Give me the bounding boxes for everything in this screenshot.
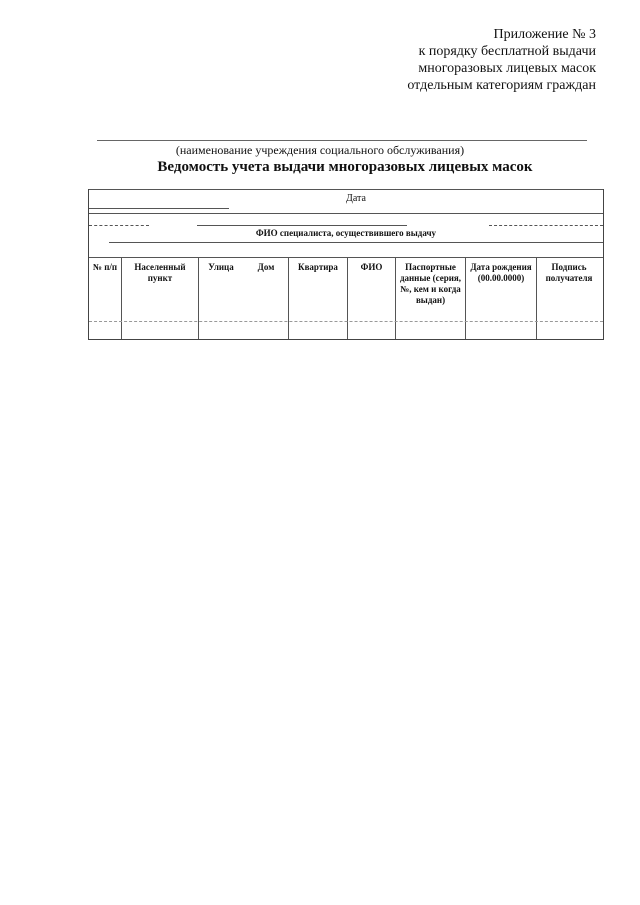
register-table <box>89 257 603 339</box>
col-header-house: Дом <box>257 262 275 272</box>
col-header-birthdate: Дата рождения (00.00.0000) <box>470 262 532 283</box>
date-label: Дата <box>346 193 366 204</box>
appendix-line-4: отдельным категориям граждан <box>407 78 596 93</box>
date-underline <box>89 208 229 209</box>
col-header-fio: ФИО <box>360 262 383 272</box>
appendix-title: Приложение № 3 <box>493 27 596 42</box>
document-title: Ведомость учета выдачи многоразовых лицевых масок <box>157 159 533 175</box>
specialist-underline <box>109 242 603 243</box>
appendix-line-3: многоразовых лицевых масок <box>418 61 596 76</box>
specialist-label: ФИО специалиста, осуществившего выдачу <box>255 228 437 238</box>
col-header-apartment: Квартира <box>298 262 338 272</box>
col-header-number: № п/п <box>92 262 118 272</box>
col-header-signature: Подпись получателя <box>545 262 593 283</box>
col-header-passport: Паспортные данные (серия, №, кем и когда выдан) <box>399 262 462 305</box>
appendix-block <box>407 26 596 94</box>
appendix-line-2: к порядку бесплатной выдачи <box>418 44 596 59</box>
form-top-line <box>89 189 603 190</box>
specialist-fill-right <box>489 225 603 226</box>
col-header-street: Улица <box>208 262 234 272</box>
register-form <box>88 189 604 340</box>
table-row-line <box>89 321 603 322</box>
col-header-locality: Населенный пункт <box>134 262 186 283</box>
specialist-fill-left <box>89 225 149 226</box>
date-row-line <box>89 213 603 214</box>
specialist-fill-mid <box>197 225 407 226</box>
organization-name-line <box>97 140 587 141</box>
organization-caption: (наименование учреждения социального обслуживания) <box>175 143 465 157</box>
